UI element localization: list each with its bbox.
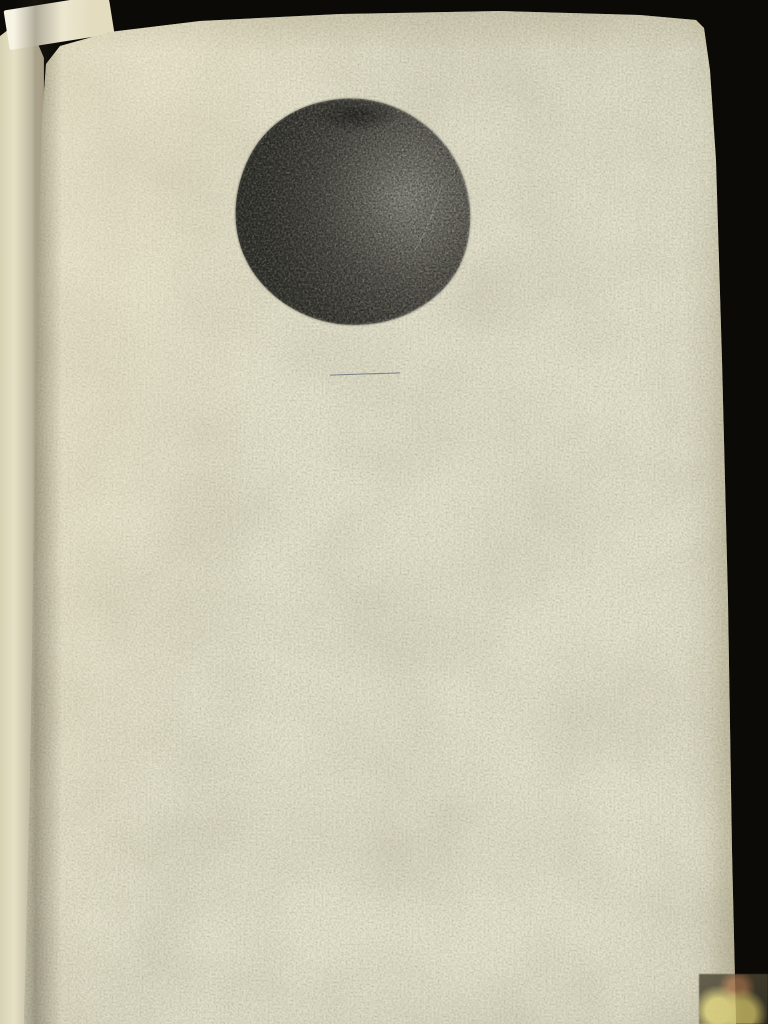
book-page: [20, 0, 750, 1024]
printed-content: [120, 0, 606, 377]
corner-watermark-thumbnail: [699, 974, 768, 1024]
top-right-corner-fold: [672, 8, 750, 96]
apple-photo-figure: [213, 92, 483, 335]
page-edge-shading: [708, 0, 750, 1024]
apple-photo: [213, 92, 483, 335]
entry-list: [124, 359, 606, 364]
section-end-rule: [330, 372, 400, 375]
